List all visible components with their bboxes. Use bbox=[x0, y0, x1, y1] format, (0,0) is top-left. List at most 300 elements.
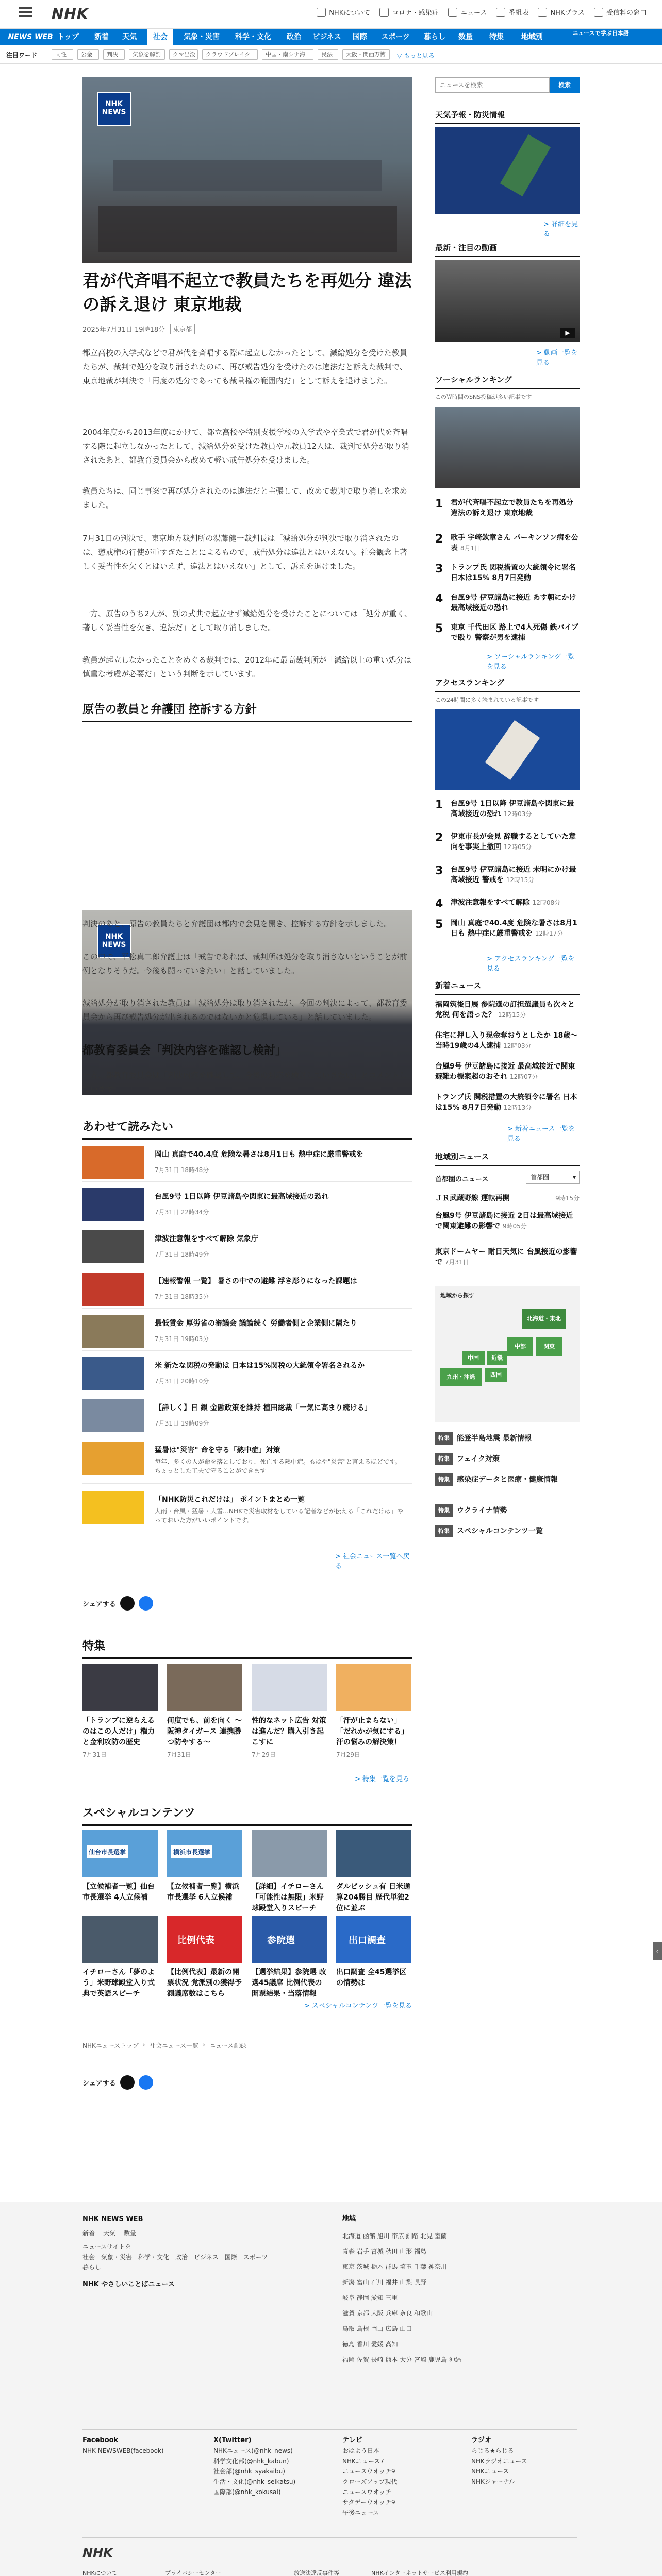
special-title: 【比例代表】最新の開票状況 党派別の獲得予測議席数はこちら bbox=[167, 1968, 242, 1998]
nhk-logo[interactable]: NHK bbox=[52, 5, 89, 22]
feature-title: 「汗が止まらない」「だれかが気にする」汗の悩みの解決策！ bbox=[336, 1717, 408, 1747]
footer-region-list bbox=[342, 2228, 549, 2367]
weather-heading: 天気予報・防災情報 bbox=[435, 109, 580, 124]
related-title: 【速報警報 一覧】 暑さの中での避難 浮き彫りになった課題は bbox=[155, 1277, 357, 1285]
footer-link[interactable]: 数量 bbox=[124, 2230, 137, 2237]
footer-bottom-col bbox=[294, 2569, 339, 2576]
video-heading: 最新・注目の動画 bbox=[435, 242, 580, 257]
related-item[interactable] bbox=[82, 1353, 412, 1393]
feature-card[interactable] bbox=[252, 1664, 327, 1759]
footer-category-links bbox=[82, 2252, 268, 2262]
feature-title: 性的なネット広告 対策は進んだ？購入引き起こすに bbox=[252, 1717, 326, 1747]
feature-thumbnail bbox=[252, 1664, 327, 1711]
link-icon bbox=[317, 8, 326, 17]
social-more-link[interactable]: > ソーシャルランキング一覧を見る bbox=[487, 653, 575, 671]
special-thumbnail bbox=[82, 1916, 158, 1963]
related-title: 岡山 真庭で40.4度 危険な暑さは8月1日も 熱中症に厳重警戒を bbox=[155, 1150, 363, 1159]
feature-card[interactable] bbox=[336, 1664, 411, 1759]
nav-item[interactable]: 数量 bbox=[458, 33, 473, 41]
chevron-down-icon: ▾ bbox=[572, 1174, 576, 1181]
footer-nhk-logo[interactable]: NHK bbox=[82, 2546, 113, 2560]
related-item[interactable] bbox=[82, 1395, 412, 1435]
x-icon[interactable] bbox=[120, 1596, 135, 1611]
footer-link[interactable]: 政治 bbox=[175, 2253, 188, 2261]
footer-link[interactable]: クローズアップ現代 bbox=[342, 2478, 398, 2485]
feature-date: 7月29日 bbox=[252, 1751, 276, 1758]
nav-item[interactable]: ビジネス bbox=[312, 33, 341, 41]
footer-link[interactable]: NHKニュース(@nhk_news) bbox=[213, 2447, 293, 2454]
special-title: イチローさん「夢のよう」米野球殿堂入り式典で英語スピーチ bbox=[82, 1968, 155, 1998]
region-kinki[interactable]: 近畿 bbox=[487, 1351, 507, 1365]
breadcrumb-link[interactable]: NHKニューストップ bbox=[82, 2042, 139, 2049]
ranking-title: 君が代斉唱不起立で教員たちを再処分 違法の訴え退け 東京地裁 bbox=[451, 499, 573, 517]
footer-region-row[interactable]: 徳島 香川 愛媛 高知 bbox=[342, 2341, 398, 2348]
japan-map-shape bbox=[500, 134, 551, 196]
footer-region-row[interactable]: 青森 岩手 宮城 秋田 山形 福島 bbox=[342, 2248, 427, 2255]
footer-link[interactable]: 放送法違反事件等 bbox=[294, 2570, 339, 2576]
special-title: 【選挙結果】参院選 改選45議席 比例代表の開票結果・当落情報 bbox=[252, 1968, 326, 1998]
nav-item[interactable]: 天気 bbox=[122, 33, 137, 41]
special-badge: 特集 bbox=[435, 1473, 453, 1486]
ranking-title: 台風9号 1日以降 伊豆諸島や関東に最高域接近の恐れ bbox=[451, 800, 574, 818]
feature-date: 7月31日 bbox=[82, 1751, 107, 1758]
header-link[interactable]: 受信料の窓口 bbox=[594, 7, 647, 17]
special-badge: 出口調査 bbox=[349, 1935, 386, 1946]
region-map bbox=[435, 1286, 580, 1422]
search-button[interactable]: 検索 bbox=[550, 77, 580, 93]
special-card[interactable] bbox=[167, 1830, 242, 1903]
related-thumbnail bbox=[82, 1146, 144, 1179]
news-title: 福岡筑後日展 参院選の訂担選議員も次々と党税 何を語った？ bbox=[435, 1001, 575, 1019]
nav-item[interactable]: トップ bbox=[57, 33, 79, 41]
nav-item-active[interactable]: 社会 bbox=[147, 29, 173, 45]
footer-link[interactable]: 暮らし bbox=[82, 2264, 102, 2271]
share-bar-bottom bbox=[82, 2075, 153, 2090]
footer-region-row[interactable]: 岐阜 静岡 愛知 三重 bbox=[342, 2294, 398, 2301]
region-chubu[interactable]: 中部 bbox=[507, 1337, 533, 1356]
ranking-item[interactable] bbox=[435, 897, 580, 913]
footer-divider bbox=[82, 2537, 577, 2538]
footer-link[interactable]: 国際部(@nhk_kokusai) bbox=[213, 2488, 281, 2496]
footer-link[interactable]: ニュースサイトを bbox=[82, 2243, 131, 2250]
related-title: 米 新たな関税の発動は 日本は15%関税の大統領令署名されるか bbox=[155, 1362, 365, 1370]
rank-number: 5 bbox=[435, 918, 443, 931]
footer-link[interactable]: NHKジャーナル bbox=[471, 2478, 516, 2485]
region-kyushu[interactable]: 九州・沖縄 bbox=[440, 1368, 482, 1386]
related-title: 最低賃金 厚労省の審議会 議論続く 労働者側と企業側に隔たり bbox=[155, 1319, 357, 1328]
related-thumbnail bbox=[82, 1399, 144, 1432]
menu-icon[interactable] bbox=[19, 7, 32, 19]
news-date: 12時13分 bbox=[503, 1104, 532, 1111]
features-more-link[interactable]: > 特集一覧を見る bbox=[355, 1775, 410, 1783]
special-card[interactable] bbox=[82, 1916, 158, 1999]
footer-bottom-col bbox=[371, 2569, 468, 2576]
news-item[interactable] bbox=[435, 1061, 580, 1082]
access-ranking-image[interactable] bbox=[435, 709, 580, 790]
news-title: 台風9号 伊豆諸島に接近 2日は最高域接近で関東避難の影響で bbox=[435, 1212, 573, 1230]
related-item[interactable] bbox=[82, 1487, 412, 1533]
special-thumbnail bbox=[167, 1830, 242, 1877]
breadcrumb bbox=[82, 2041, 246, 2050]
related-item[interactable] bbox=[82, 1437, 412, 1484]
footer-tv bbox=[342, 2435, 398, 2518]
footer-link[interactable]: NHKについて bbox=[82, 2570, 118, 2576]
region-chugoku[interactable]: 中国 bbox=[462, 1351, 485, 1365]
nav-item[interactable]: 暮らし bbox=[424, 33, 445, 41]
share-label: シェアする bbox=[82, 1600, 116, 1608]
related-item[interactable] bbox=[82, 1142, 412, 1182]
feature-thumbnail bbox=[336, 1664, 411, 1711]
footer-region-row[interactable]: 滋賀 京都 大阪 兵庫 奈良 和歌山 bbox=[342, 2310, 433, 2317]
link-icon bbox=[594, 8, 603, 17]
special-link[interactable] bbox=[435, 1453, 580, 1465]
trending-tag[interactable]: 気象を解剖 bbox=[129, 49, 165, 60]
nav-item[interactable]: 科学・文化 bbox=[235, 33, 271, 41]
related-title: 台風9号 1日以降 伊豆諸島や関東に最高域接近の恐れ bbox=[155, 1193, 329, 1201]
related-thumbnail bbox=[82, 1188, 144, 1221]
local-area-label: 首都圏のニュース bbox=[435, 1176, 489, 1183]
feature-card[interactable] bbox=[82, 1664, 158, 1759]
ranking-date: 12時05分 bbox=[503, 843, 532, 851]
article-paragraph: 教員たちは、同じ事案で再び処分されたのは違法だと主張して、改めて裁判で取り消しを求めました。 bbox=[82, 486, 407, 510]
nav-item[interactable]: 特集 bbox=[489, 33, 504, 41]
special-link[interactable] bbox=[435, 1473, 580, 1486]
special-card[interactable] bbox=[336, 1916, 411, 1989]
video-more-link[interactable]: > 動画一覧を見る bbox=[536, 349, 578, 367]
search-box bbox=[435, 77, 580, 93]
footer-brand bbox=[82, 2214, 143, 2225]
related-summary: 毎年、多くの人が命を落としており、死亡する熱中症。もはや"災害"と言えるほどです。ちょっとした工夫で守ることができます bbox=[155, 1458, 402, 1475]
feature-thumbnail bbox=[82, 1664, 158, 1711]
ranking-date: 12時03分 bbox=[503, 810, 532, 818]
header-link[interactable]: NHKについて bbox=[317, 7, 370, 17]
news-title: 台風9号 伊豆諸島に接近 最高域接近で関東避難わ標案超のおそれ bbox=[435, 1062, 575, 1081]
trending-tag[interactable]: 大阪・関西万博 bbox=[342, 49, 390, 60]
features-heading: 特集 bbox=[82, 1637, 412, 1659]
footer-region-row[interactable]: 福岡 佐賀 長崎 熊本 大分 宮崎 鹿児島 沖縄 bbox=[342, 2356, 461, 2363]
ranking-item[interactable] bbox=[435, 918, 580, 947]
news-date: 12時07分 bbox=[509, 1073, 538, 1080]
news-date: 12時03分 bbox=[503, 1042, 532, 1049]
facebook-icon[interactable] bbox=[139, 1596, 153, 1611]
hero-audience bbox=[98, 206, 397, 252]
trending-tag[interactable]: クラウドブレイク bbox=[202, 49, 258, 60]
footer-link[interactable]: NHKニュース7 bbox=[342, 2458, 384, 2465]
footer-link[interactable]: NHKラジオニュース bbox=[471, 2458, 527, 2465]
footer-link[interactable]: おはよう日本 bbox=[342, 2447, 380, 2454]
breadcrumb-current: ニュース記録 bbox=[209, 2042, 246, 2049]
special-card[interactable] bbox=[252, 1830, 327, 1914]
related-item[interactable] bbox=[82, 1268, 412, 1309]
special-thumbnail bbox=[252, 1830, 327, 1877]
news-item[interactable] bbox=[435, 1030, 580, 1051]
new-news-heading: 新着ニュース bbox=[435, 980, 580, 995]
region-select[interactable] bbox=[526, 1171, 580, 1184]
special-badge: 特集 bbox=[435, 1525, 453, 1537]
header-link[interactable]: コロナ・感染症 bbox=[379, 7, 439, 17]
nav-item[interactable]: ニュースで学ぶ日本語 bbox=[572, 30, 629, 37]
nav-item[interactable]: 気象・災害 bbox=[184, 33, 220, 41]
share-bar bbox=[82, 1596, 153, 1611]
nhk-news-badge: NHK NEWS bbox=[97, 924, 131, 958]
region-kanto[interactable]: 関東 bbox=[536, 1337, 562, 1356]
footer-link[interactable]: サタデーウオッチ9 bbox=[342, 2499, 395, 2506]
trending-tag[interactable]: 民法 bbox=[318, 49, 338, 60]
special-badge: 特集 bbox=[435, 1453, 453, 1465]
footer-link[interactable]: NHKニュース bbox=[471, 2468, 509, 2475]
footer-link[interactable]: ビジネス bbox=[194, 2253, 219, 2261]
nav-item[interactable]: 新着 bbox=[94, 33, 109, 41]
link-icon bbox=[448, 8, 457, 17]
ranking-title: 歌手 宇崎欽章さん パーキンソン病を公表 bbox=[451, 534, 578, 552]
footer-link[interactable]: 天気 bbox=[103, 2230, 116, 2237]
article-category[interactable]: 東京都 bbox=[170, 324, 195, 334]
special-link-label: ウクライナ情勢 bbox=[457, 1506, 507, 1515]
article-paragraph: 減給処分が取り消された教員は「減給処分は取り消されたが、今回の判決によって、都教育委員会から再び戒告処分が出されるのではないかと危惧している」と話していました。 bbox=[82, 998, 407, 1022]
local-news-item[interactable] bbox=[435, 1211, 580, 1231]
play-icon: ▶ bbox=[560, 328, 575, 338]
related-date: 7月31日 18時35分 bbox=[155, 1293, 209, 1300]
access-more-link[interactable]: > アクセスランキング一覧を見る bbox=[487, 955, 575, 973]
weather-map[interactable] bbox=[435, 127, 580, 214]
access-ranking-sub: この24時間に多く読まれている記事です bbox=[435, 697, 539, 703]
nav-item[interactable]: スポーツ bbox=[381, 33, 410, 41]
link-icon bbox=[379, 8, 389, 17]
related-title: 【詳しく】日 銀 金融政策を維持 植田総裁「一気に高まり続ける」 bbox=[155, 1404, 372, 1412]
article-meta bbox=[82, 324, 195, 334]
trending-tag[interactable]: クマ出没 bbox=[169, 49, 198, 60]
special-badge: 仙台市長選挙 bbox=[87, 1845, 128, 1858]
special-badge: 横浜市長選挙 bbox=[171, 1845, 212, 1858]
social-ranking-sub: このＷ時間のSNS投稿が多い記事です bbox=[435, 394, 532, 400]
featured-video[interactable] bbox=[435, 260, 580, 342]
footer-sns-heading: X(Twitter) bbox=[213, 2436, 252, 2444]
ranking-item[interactable] bbox=[435, 498, 580, 529]
ranking-date: 12時08分 bbox=[532, 899, 561, 906]
ranking-item[interactable] bbox=[435, 832, 580, 860]
ranking-item[interactable] bbox=[435, 533, 580, 558]
special-card[interactable] bbox=[82, 1830, 158, 1903]
feature-date: 7月29日 bbox=[336, 1751, 360, 1758]
ranking-item[interactable] bbox=[435, 799, 580, 827]
article-title: 君が代斉唱不起立で教員たちを再処分 違法の訴え退け 東京地裁 bbox=[82, 270, 412, 314]
footer-region-row[interactable]: 北海道 函館 旭川 帯広 釧路 北見 室蘭 bbox=[342, 2232, 447, 2240]
breadcrumb-link[interactable]: 社会ニュース一覧 bbox=[149, 2042, 199, 2049]
link-icon bbox=[496, 8, 505, 17]
special-badge: 比例代表 bbox=[177, 1935, 214, 1946]
news-title: 住宅に押し入り現金奪おうとしたか 18歳～当時19歳の4人逮捕 bbox=[435, 1031, 578, 1050]
scroll-top-button[interactable]: ‹ bbox=[653, 1942, 662, 1960]
news-item[interactable] bbox=[435, 1092, 580, 1113]
nav-brand[interactable]: NEWS WEB bbox=[8, 33, 53, 41]
footer-radio-heading: ラジオ bbox=[471, 2436, 492, 2444]
footer-sns-facebook bbox=[82, 2435, 164, 2456]
news-title: ＪＲ武蔵野線 運転再開 bbox=[435, 1194, 510, 1202]
related-thumbnail bbox=[82, 1273, 144, 1306]
news-item[interactable] bbox=[435, 999, 580, 1020]
footer-link[interactable]: 社会部(@nhk_syakaibu) bbox=[213, 2468, 285, 2475]
nav-item[interactable]: 国際 bbox=[353, 33, 367, 41]
related-item[interactable] bbox=[82, 1226, 412, 1266]
footer-region-row[interactable]: 東京 茨城 栃木 群馬 埼玉 千葉 神奈川 bbox=[342, 2263, 447, 2270]
news-title: トランプ氏 関税措置の大統領令に署名 日本は15% 8月7日発動 bbox=[435, 1093, 577, 1112]
related-thumbnail bbox=[82, 1357, 144, 1390]
news-title: 東京ドームヤー 耐日天気に 台風接近の影響で bbox=[435, 1248, 577, 1266]
local-news-item[interactable] bbox=[435, 1247, 580, 1267]
special-card[interactable] bbox=[167, 1916, 242, 1999]
special-card[interactable] bbox=[252, 1916, 327, 1999]
footer-link[interactable]: 社会 bbox=[82, 2253, 95, 2261]
footer-link[interactable]: スポーツ bbox=[243, 2253, 268, 2261]
feature-card[interactable] bbox=[167, 1664, 242, 1759]
hero-image bbox=[82, 77, 412, 263]
rank-number: 1 bbox=[435, 799, 443, 811]
special-link-label: スペシャルコンテンツ一覧 bbox=[457, 1527, 543, 1535]
top-header bbox=[0, 0, 662, 29]
header-link[interactable]: NHKプラス bbox=[538, 7, 585, 17]
footer-region-row[interactable]: 鳥取 島根 岡山 広島 山口 bbox=[342, 2325, 412, 2332]
x-icon[interactable] bbox=[120, 2075, 135, 2090]
related-item[interactable] bbox=[82, 1311, 412, 1351]
rank-number: 5 bbox=[435, 622, 443, 635]
local-news-heading: 地域別ニュース bbox=[435, 1151, 580, 1166]
article-main bbox=[82, 77, 412, 2088]
special-link-label: 感染症データと医療・健康情報 bbox=[457, 1476, 558, 1484]
article-paragraph: 判決のあと、原告の教員たちと弁護団は都内で会見を開き、控訴する方針を示しました。 bbox=[82, 919, 392, 928]
breadcrumb-separator: › bbox=[142, 2041, 145, 2048]
special-link[interactable] bbox=[435, 1504, 580, 1517]
special-badge: 特集 bbox=[435, 1504, 453, 1517]
ranking-date: 8月1日 bbox=[460, 545, 481, 552]
facebook-icon[interactable] bbox=[139, 2075, 153, 2090]
nav-item[interactable]: 政治 bbox=[287, 33, 301, 41]
special-thumbnail bbox=[82, 1830, 158, 1877]
footer-link[interactable]: プライバシーセンター bbox=[165, 2570, 221, 2576]
back-to-society-link[interactable]: > 社会ニュース一覧へ戻る bbox=[335, 1553, 410, 1570]
related-thumbnail bbox=[82, 1442, 144, 1475]
special-thumbnail bbox=[167, 1916, 242, 1963]
news-date: 12時15分 bbox=[498, 1011, 526, 1019]
related-title: 猛暑は"災害" 命を守る「熱中症」対策 bbox=[155, 1446, 280, 1454]
footer-link[interactable]: 生活・文化(@nhk_seikatsu) bbox=[213, 2478, 296, 2485]
rank-number: 4 bbox=[435, 897, 443, 910]
footer-link[interactable]: NHKインターネットサービス利用規約 bbox=[371, 2570, 468, 2576]
article-paragraph: 一方、都教育委員会は「判決内容を確認して、今後の対応を検討していきたい」とコメントしています。 bbox=[82, 1071, 407, 1094]
ranking-title: 台風9号 伊豆諸島に接近 未明にかけ最高域接近 警戒を bbox=[451, 866, 576, 884]
special-more-link[interactable]: > スペシャルコンテンツ一覧を見る bbox=[304, 2002, 412, 2010]
region-shikoku[interactable]: 四国 bbox=[485, 1368, 507, 1382]
trending-tag[interactable]: 公金 bbox=[77, 49, 99, 60]
social-ranking-image[interactable] bbox=[435, 407, 580, 488]
rank-number: 2 bbox=[435, 832, 443, 844]
share-label: シェアする bbox=[82, 2079, 116, 2088]
special-badge: 特集 bbox=[435, 1432, 453, 1445]
special-thumbnail bbox=[336, 1916, 411, 1963]
related-summary: 大雨・台風・猛暑・大雪…NHKで災害取材をしている記者などが伝える「これだけは」やっておいた方がいいポイントです。 bbox=[155, 1507, 403, 1524]
footer-link[interactable]: 気象・災害 bbox=[101, 2253, 133, 2261]
ranking-title: 津波注意報をすべて解除 bbox=[451, 899, 530, 907]
special-link[interactable] bbox=[435, 1432, 580, 1445]
footer-brand-label[interactable]: NHK NEWS WEB bbox=[82, 2215, 143, 2223]
nav-item[interactable]: 地域別 bbox=[521, 33, 543, 41]
special-card[interactable] bbox=[336, 1830, 411, 1914]
related-thumbnail bbox=[82, 1491, 144, 1524]
related-thumbnail bbox=[82, 1315, 144, 1348]
related-title: 「NHK防災これだけは」 ポイントまとめ一覧 bbox=[155, 1496, 305, 1504]
footer-link[interactable]: 国際 bbox=[224, 2253, 237, 2261]
related-title: 津波注意報をすべて解除 気象庁 bbox=[155, 1235, 258, 1243]
link-icon bbox=[538, 8, 547, 17]
news-date: 9時05分 bbox=[502, 1223, 527, 1230]
ranking-item[interactable] bbox=[435, 622, 580, 648]
new-news-more-link[interactable]: > 新着ニュース一覧を見る bbox=[507, 1125, 575, 1143]
ranking-item[interactable] bbox=[435, 865, 580, 893]
footer-link[interactable]: 午後ニュース bbox=[342, 2509, 379, 2516]
footer-link[interactable]: 新着 bbox=[82, 2230, 95, 2237]
breadcrumb-separator: › bbox=[203, 2041, 205, 2048]
header-link[interactable]: 番組表 bbox=[496, 7, 528, 17]
header-link[interactable]: ニュース bbox=[448, 7, 487, 17]
special-link-label: 能登半島地震 最新情報 bbox=[457, 1434, 532, 1443]
footer-easy-news-link[interactable]: NHK やさしいことばニュース bbox=[82, 2281, 175, 2289]
special-link-label: フェイク対策 bbox=[457, 1455, 500, 1463]
special-thumbnail bbox=[336, 1830, 411, 1877]
ranking-item[interactable] bbox=[435, 592, 580, 618]
ranking-item[interactable] bbox=[435, 563, 580, 588]
trending-tag[interactable]: 同性 bbox=[52, 49, 73, 60]
related-thumbnail bbox=[82, 1230, 144, 1263]
rank-number: 4 bbox=[435, 592, 443, 605]
trending-more-link[interactable]: ▽ もっと見る bbox=[397, 52, 435, 59]
trending-tag[interactable]: 中国・南シナ海 bbox=[262, 49, 313, 60]
footer-sns-heading: Facebook bbox=[82, 2436, 119, 2444]
local-news-item[interactable] bbox=[435, 1193, 580, 1204]
related-date: 7月31日 18時49分 bbox=[155, 1251, 209, 1258]
search-input[interactable] bbox=[435, 77, 550, 93]
related-date: 7月31日 22時34分 bbox=[155, 1209, 209, 1216]
rank-number: 1 bbox=[435, 498, 443, 511]
footer-link[interactable]: らじる★らじる bbox=[471, 2447, 514, 2454]
footer-link[interactable]: 科学文化部(@nhk_kabun) bbox=[213, 2458, 289, 2465]
related-item[interactable] bbox=[82, 1184, 412, 1224]
article-date: 2025年7月31日 19時18分 bbox=[82, 326, 166, 334]
social-ranking-heading: ソーシャルランキング bbox=[435, 374, 580, 389]
region-tohoku[interactable]: 北海道・東北 bbox=[522, 1309, 566, 1329]
trending-tag[interactable]: 判決 bbox=[103, 49, 125, 60]
footer-link[interactable]: NHK NEWSWEB(facebook) bbox=[82, 2447, 164, 2454]
special-title: ダルビッシュ有 日米通算204勝目 歴代単独2位に並ぶ bbox=[336, 1883, 411, 1912]
related-heading: あわせて読みたい bbox=[82, 1118, 412, 1140]
weather-more-link[interactable]: > 詳細を見る bbox=[543, 221, 578, 238]
related-date: 7月31日 19時09分 bbox=[155, 1420, 209, 1427]
ranking-date: 12時17分 bbox=[535, 930, 564, 937]
feature-title: 何度でも、前を向く ～阪神タイガース 連携勝つ防やする～ bbox=[167, 1717, 242, 1747]
nhk-news-badge: NHK NEWS bbox=[97, 92, 131, 126]
footer-link[interactable]: ニュースウオッチ9 bbox=[342, 2468, 395, 2475]
news-date: 7月31日 bbox=[444, 1259, 469, 1266]
main-nav bbox=[0, 29, 662, 45]
footer-link[interactable]: 科学・文化 bbox=[138, 2253, 170, 2261]
hero-bench bbox=[113, 160, 382, 191]
special-title: 【立候補者一覧】仙台市長選挙 4人立候補 bbox=[82, 1883, 155, 1902]
footer-region-row[interactable]: 新潟 富山 石川 福井 山梨 長野 bbox=[342, 2279, 427, 2286]
footer-nav bbox=[82, 2228, 136, 2239]
ranking-title: 台風9号 伊豆諸島に接近 あす朝にかけ最高域接近の恐れ bbox=[451, 594, 576, 612]
rank-number: 3 bbox=[435, 865, 443, 877]
special-link[interactable] bbox=[435, 1525, 580, 1537]
region-map-label: 地域から探す bbox=[440, 1292, 474, 1299]
footer-link[interactable]: ニュースウオッチ bbox=[342, 2488, 392, 2496]
